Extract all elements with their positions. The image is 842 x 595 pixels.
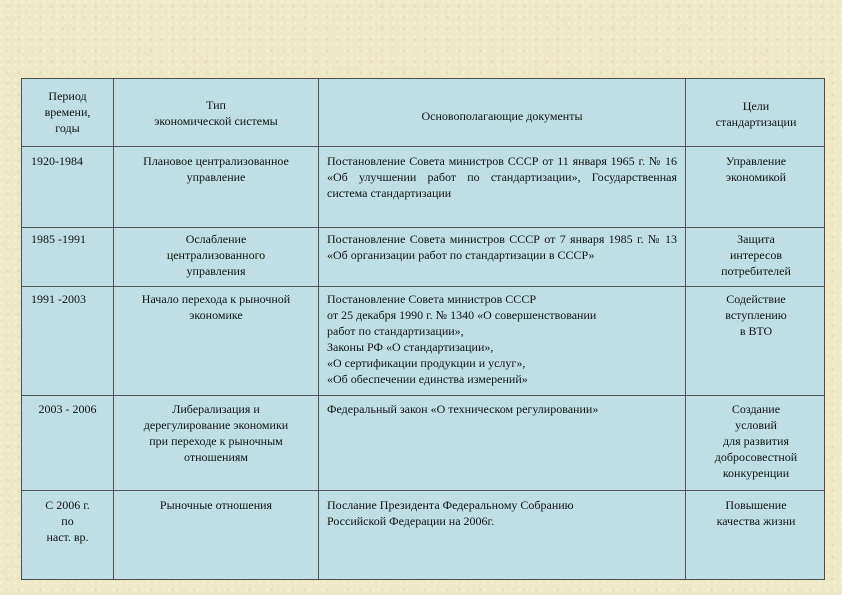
row2-documents: Постановление Совета министров СССР от 7 января 1985 г. № 13 «Об организации работ по стандартизации в СССР» <box>327 232 677 262</box>
header-system-type: Тип экономической системы <box>154 98 278 128</box>
row4-period: 2003 - 2006 <box>38 402 97 416</box>
row3-period: 1991 -2003 <box>31 292 86 306</box>
row1-goals: Управление экономикой <box>725 154 787 184</box>
row3-documents: Постановление Совета министров СССР от 25 декабря 1990 г. № 1340 «О совершенствовании работ по стандартизации», Законы РФ «О стандартизации», «О сертификации продукции и услуг», «Об обеспечении единства измерений» <box>327 292 597 386</box>
row3-goals: Содействие вступлению в ВТО <box>725 292 787 338</box>
row2-system: Ослабление централизованного управления <box>166 232 266 278</box>
header-goals: Цели стандартизации <box>715 99 797 129</box>
row5-system: Рыночные отношения <box>159 498 273 512</box>
column-divider <box>318 79 319 579</box>
standardization-table <box>21 78 825 580</box>
row-divider <box>22 146 824 147</box>
row3-system: Начало перехода к рыночной экономике <box>141 292 291 322</box>
row-divider <box>22 395 824 396</box>
row5-period: С 2006 г. по наст. вр. <box>45 498 90 544</box>
row-divider <box>22 490 824 491</box>
row-divider <box>22 286 824 287</box>
row2-period: 1985 -1991 <box>31 232 86 246</box>
row5-goals: Повышение качества жизни <box>716 498 796 528</box>
row1-system: Плановое централизованное управление <box>143 154 289 184</box>
row4-system: Либерализация и дерегулирование экономики при переходе к рыночным отношениям <box>143 402 289 464</box>
row5-documents: Послание Президента Федеральному Собранию Российской Федерации на 2006г. <box>327 498 574 528</box>
row4-goals: Создание условий для развития добросовестной конкуренции <box>714 402 798 480</box>
row1-documents: Постановление Совета министров СССР от 11 января 1965 г. № 16 «Об улучшении работ по стандартизации», Государственная система стандартизации <box>327 154 677 200</box>
header-documents: Основополагающие документы <box>421 109 583 123</box>
row2-goals: Защита интересов потребителей <box>721 232 791 278</box>
row-divider <box>22 227 824 228</box>
header-period: Период времени, годы <box>44 89 91 135</box>
row1-period: 1920-1984 <box>31 154 83 168</box>
row4-documents: Федеральный закон «О техническом регулировании» <box>327 402 599 416</box>
